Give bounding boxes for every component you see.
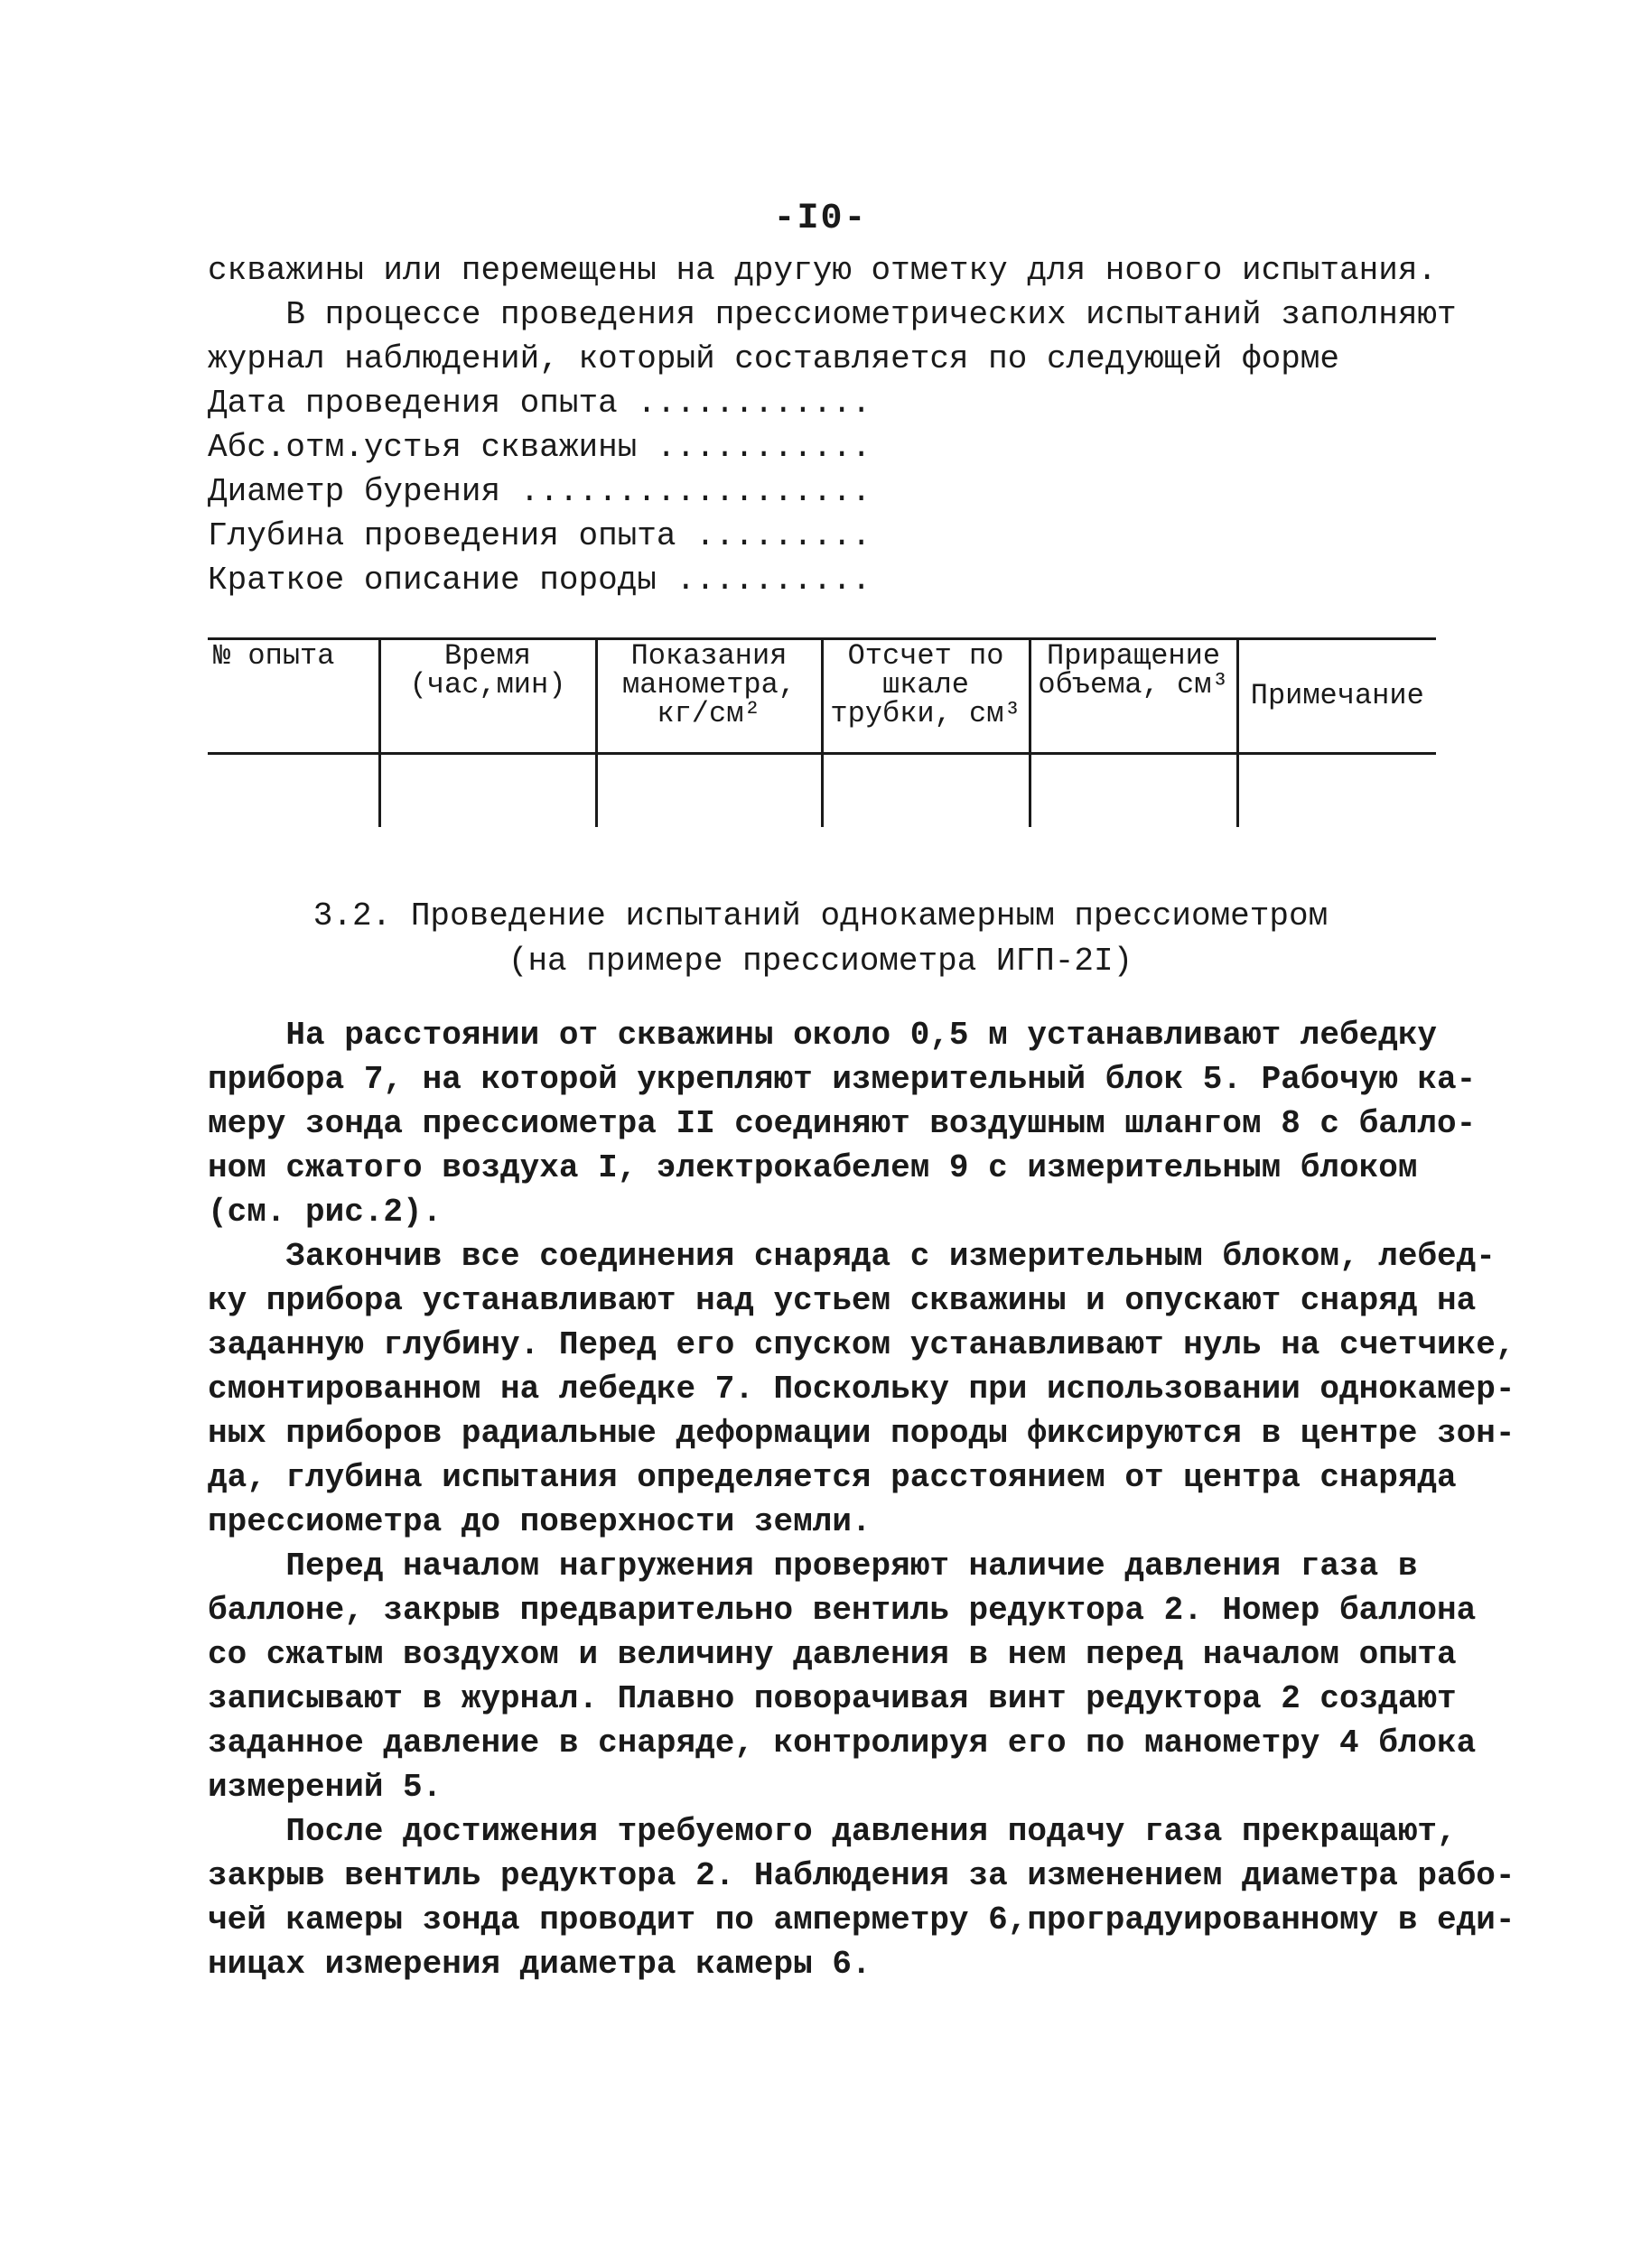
section-title: 3.2. Проведение испытаний однокамерным прессиометром bbox=[312, 897, 1329, 934]
table-cell bbox=[822, 754, 1030, 828]
journal-header-row bbox=[208, 639, 1436, 754]
table-row bbox=[208, 754, 1436, 828]
section-subtitle: (на примере прессиометра ИГП-2I) bbox=[508, 943, 1133, 980]
body-line: измерений 5. bbox=[208, 1769, 443, 1806]
header-experiment-no: № опыта bbox=[208, 639, 379, 754]
intro-line: журнал наблюдений, который составляется по следующей форме bbox=[208, 340, 1340, 377]
table-cell bbox=[596, 754, 822, 828]
body-line: закрыв вентиль редуктора 2. Наблюдения за изменением диаметра рабо- bbox=[208, 1857, 1515, 1894]
table-cell bbox=[208, 754, 379, 828]
form-field-diameter: Диаметр бурения .................. bbox=[208, 473, 872, 510]
intro-line: скважины или перемещены на другую отметку для нового испытания. bbox=[208, 252, 1438, 289]
table-cell bbox=[379, 754, 596, 828]
body-line: ку прибора устанавливают над устьем скважины и опускают снаряд на bbox=[208, 1282, 1477, 1319]
body-line: На расстоянии от скважины около 0,5 м устанавливают лебедку bbox=[208, 1017, 1438, 1054]
body-line: прибора 7, на которой укрепляют измерительный блок 5. Рабочую ка- bbox=[208, 1061, 1477, 1098]
body-line: записывают в журнал. Плавно поворачивая винт редуктора 2 создают bbox=[208, 1680, 1457, 1717]
page-number: -I0- bbox=[773, 199, 868, 239]
body-line: Закончив все соединения снаряда с измерительным блоком, лебед- bbox=[208, 1238, 1496, 1275]
body-line: (см. рис.2). bbox=[208, 1194, 443, 1231]
header-volume-increment: Приращение объема, см³ bbox=[1030, 639, 1237, 754]
table-cell bbox=[1030, 754, 1237, 828]
form-field-rock: Краткое описание породы .......... bbox=[208, 562, 872, 599]
body-line: Перед началом нагружения проверяют наличие давления газа в bbox=[208, 1548, 1418, 1585]
body-line: ных приборов радиальные деформации породы фиксируются в центре зон- bbox=[208, 1415, 1515, 1452]
body-line: со сжатым воздухом и величину давления в нем перед началом опыта bbox=[208, 1636, 1457, 1673]
body-line: ном сжатого воздуха I, электрокабелем 9 с измерительным блоком bbox=[208, 1149, 1418, 1186]
body-line: смонтированном на лебедке 7. Поскольку при использовании однокамер- bbox=[208, 1371, 1515, 1408]
form-field-elevation: Абс.отм.устья скважины ........... bbox=[208, 429, 872, 466]
header-note: Примечание bbox=[1237, 639, 1436, 754]
header-tube-reading: Отсчет по шкале трубки, см³ bbox=[822, 639, 1030, 754]
journal-table bbox=[208, 637, 1436, 827]
body-line: чей камеры зонда проводит по амперметру 6,проградуированному в еди- bbox=[208, 1901, 1515, 1938]
body-line: да, глубина испытания определяется расстоянием от центра снаряда bbox=[208, 1459, 1457, 1496]
header-time: Время (час,мин) bbox=[379, 639, 596, 754]
table-cell bbox=[1237, 754, 1436, 828]
header-manometer: Показания манометра, кг/см² bbox=[596, 639, 822, 754]
form-field-depth: Глубина проведения опыта ......... bbox=[208, 517, 872, 554]
body-line: баллоне, закрыв предварительно вентиль редуктора 2. Номер баллона bbox=[208, 1592, 1477, 1629]
body-line: ницах измерения диаметра камеры 6. bbox=[208, 1946, 872, 1983]
body-line: меру зонда прессиометра II соединяют воздушным шлангом 8 с балло- bbox=[208, 1105, 1477, 1142]
body-line: прессиометра до поверхности земли. bbox=[208, 1503, 872, 1540]
form-field-date: Дата проведения опыта ............ bbox=[208, 385, 872, 422]
body-line: заданное давление в снаряде, контролируя его по манометру 4 блока bbox=[208, 1724, 1477, 1761]
intro-line: В процессе проведения прессиометрических испытаний заполняют bbox=[208, 296, 1457, 333]
body-line: После достижения требуемого давления подачу газа прекращают, bbox=[208, 1813, 1457, 1850]
body-line: заданную глубину. Перед его спуском устанавливают нуль на счетчике, bbox=[208, 1326, 1515, 1363]
